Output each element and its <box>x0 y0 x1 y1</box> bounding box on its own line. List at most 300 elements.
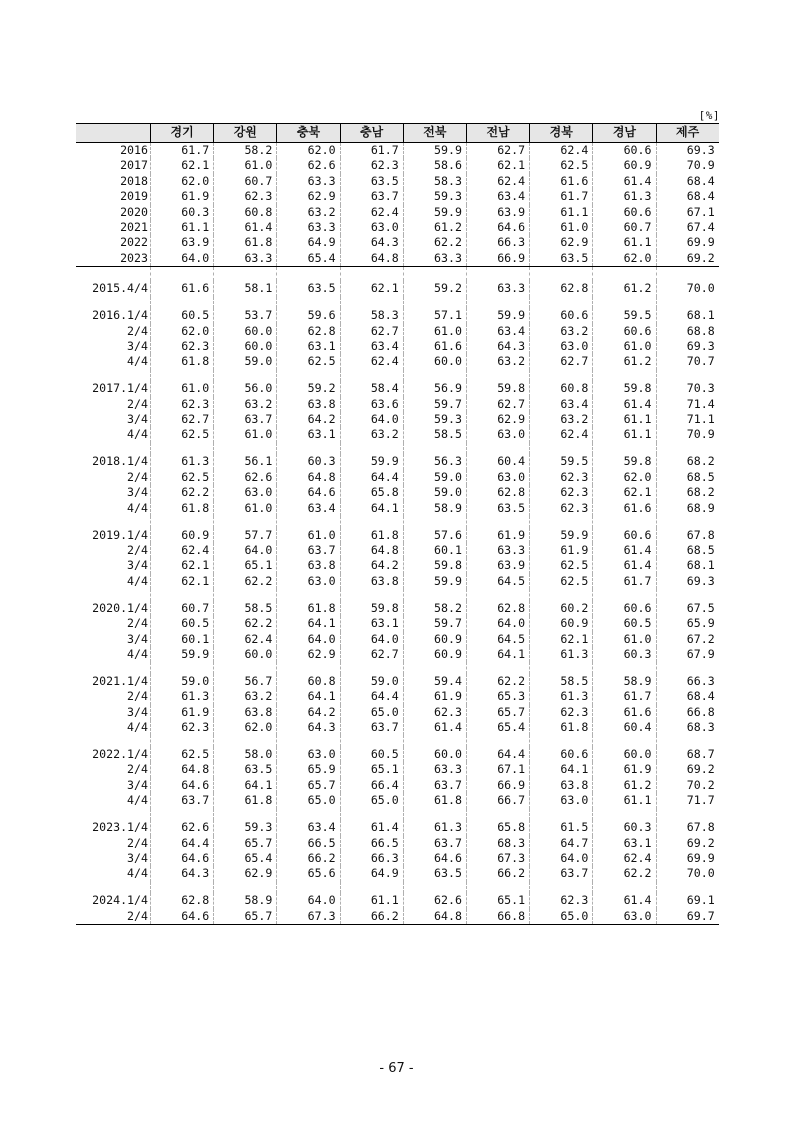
table-row <box>76 747 719 762</box>
table-cell: 64.2 <box>276 705 339 720</box>
row-label: 4/4 <box>127 354 148 369</box>
table-cell: 61.8 <box>529 720 592 735</box>
table-cell: 64.1 <box>466 647 529 662</box>
table-cell: 64.8 <box>276 470 339 485</box>
table-cell: 59.8 <box>403 558 466 573</box>
row-label: 2016 <box>120 143 148 157</box>
table-cell: 59.3 <box>213 820 276 835</box>
table-cell: 63.7 <box>529 866 592 881</box>
table-cell: 60.3 <box>276 454 339 469</box>
table-row <box>76 820 719 835</box>
table-cell: 60.9 <box>403 647 466 662</box>
table-cell: 60.8 <box>213 205 276 220</box>
table-cell: 64.6 <box>276 485 339 500</box>
table-cell: 63.1 <box>340 616 403 631</box>
table-cell: 64.4 <box>150 836 213 851</box>
table-cell: 59.3 <box>403 189 466 204</box>
table-cell: 62.9 <box>466 412 529 427</box>
table-cell: 61.7 <box>340 143 403 158</box>
table-cell: 62.7 <box>340 647 403 662</box>
column-header: 경북 <box>529 124 592 142</box>
table-row <box>76 762 719 777</box>
table-row <box>76 143 719 158</box>
table-cell: 63.7 <box>340 189 403 204</box>
table-cell: 59.4 <box>403 674 466 689</box>
table-cell: 63.2 <box>213 689 276 704</box>
table-row <box>76 574 719 589</box>
table-cell: 62.8 <box>466 485 529 500</box>
group-spacer <box>76 589 719 601</box>
table-cell: 64.0 <box>529 851 592 866</box>
table-cell: 60.7 <box>213 174 276 189</box>
table-cell: 59.2 <box>276 381 339 396</box>
row-label: 2019 <box>120 189 148 204</box>
table-cell: 60.6 <box>592 205 655 220</box>
table-cell: 67.2 <box>656 632 719 647</box>
table-cell: 62.3 <box>529 485 592 500</box>
table-cell: 65.4 <box>276 251 339 266</box>
table-cell: 61.8 <box>213 235 276 250</box>
table-cell: 61.1 <box>150 220 213 235</box>
table-cell: 61.7 <box>592 574 655 589</box>
table-cell: 60.6 <box>592 143 655 158</box>
table-cell: 58.0 <box>213 747 276 762</box>
table-cell: 61.3 <box>529 647 592 662</box>
row-label: 2020.1/4 <box>92 600 148 615</box>
table-row <box>76 558 719 573</box>
table-cell: 68.5 <box>656 543 719 558</box>
row-label: 2022.1/4 <box>92 747 148 762</box>
column-header: 강원 <box>213 124 276 142</box>
table-cell: 60.6 <box>592 601 655 616</box>
table-cell: 59.9 <box>403 205 466 220</box>
table-cell: 62.0 <box>150 174 213 189</box>
table-cell: 59.9 <box>403 143 466 158</box>
row-label: 2018.1/4 <box>92 454 148 469</box>
table-cell: 69.3 <box>656 339 719 354</box>
table-cell: 60.0 <box>403 747 466 762</box>
table-cell: 62.5 <box>529 558 592 573</box>
table-cell: 63.5 <box>466 501 529 516</box>
row-label: 2016.1/4 <box>92 308 148 323</box>
table-cell: 61.9 <box>150 705 213 720</box>
table-row <box>76 720 719 735</box>
table-cell: 61.4 <box>403 720 466 735</box>
column-header: 경기 <box>150 124 213 142</box>
table-cell: 62.9 <box>213 866 276 881</box>
table-cell: 69.9 <box>656 851 719 866</box>
table-cell: 58.1 <box>213 281 276 296</box>
table-cell: 66.3 <box>656 674 719 689</box>
table-cell: 59.2 <box>403 281 466 296</box>
row-label: 2/4 <box>127 396 148 411</box>
table-cell: 61.3 <box>592 189 655 204</box>
table-cell: 58.2 <box>403 601 466 616</box>
table-cell: 61.1 <box>592 412 655 427</box>
table-cell: 62.5 <box>150 427 213 442</box>
table-cell: 59.7 <box>403 397 466 412</box>
table-cell: 59.8 <box>466 381 529 396</box>
table-cell: 68.2 <box>656 454 719 469</box>
row-label: 4/4 <box>127 866 148 881</box>
table-cell: 62.4 <box>150 543 213 558</box>
table-cell: 68.3 <box>466 836 529 851</box>
table-cell: 67.3 <box>466 851 529 866</box>
table-cell: 63.0 <box>276 574 339 589</box>
table-cell: 61.8 <box>276 601 339 616</box>
table-cell: 63.5 <box>213 762 276 777</box>
table-cell: 63.2 <box>529 412 592 427</box>
table-row <box>76 308 719 323</box>
table-row <box>76 251 719 267</box>
table-cell: 63.0 <box>340 220 403 235</box>
table-cell: 66.2 <box>466 866 529 881</box>
row-label: 2021 <box>120 219 148 234</box>
table-cell: 59.0 <box>213 354 276 369</box>
table-cell: 68.7 <box>656 747 719 762</box>
table-cell: 64.8 <box>340 251 403 266</box>
table-cell: 60.2 <box>529 601 592 616</box>
table-cell: 60.6 <box>592 324 655 339</box>
table-cell: 64.1 <box>340 501 403 516</box>
table-cell: 62.3 <box>213 189 276 204</box>
table-cell: 62.0 <box>592 470 655 485</box>
row-label: 2020 <box>120 204 148 219</box>
table-cell: 64.8 <box>403 909 466 924</box>
table-cell: 67.8 <box>656 528 719 543</box>
table-cell: 60.9 <box>529 616 592 631</box>
row-label: 2/4 <box>127 762 148 777</box>
table-cell: 62.1 <box>150 158 213 173</box>
table-cell: 63.0 <box>529 339 592 354</box>
table-cell: 65.0 <box>529 909 592 924</box>
row-label: 2015.4/4 <box>92 281 148 296</box>
table-cell: 63.3 <box>466 281 529 296</box>
table-cell: 63.2 <box>276 205 339 220</box>
table-row <box>76 235 719 250</box>
table-cell: 58.5 <box>213 601 276 616</box>
table-cell: 61.8 <box>340 528 403 543</box>
table-cell: 61.0 <box>213 501 276 516</box>
table-row <box>76 893 719 908</box>
table-row <box>76 601 719 616</box>
table-cell: 63.4 <box>340 339 403 354</box>
table-cell: 63.1 <box>592 836 655 851</box>
table-cell: 65.1 <box>340 762 403 777</box>
table-cell: 63.6 <box>340 397 403 412</box>
table-cell: 64.0 <box>276 893 339 908</box>
row-label: 3/4 <box>127 777 148 792</box>
table-cell: 59.6 <box>276 308 339 323</box>
table-cell: 62.4 <box>466 174 529 189</box>
table-cell: 59.0 <box>403 485 466 500</box>
group-spacer <box>76 370 719 382</box>
table-cell: 62.3 <box>340 158 403 173</box>
table-cell: 65.9 <box>276 762 339 777</box>
table-cell: 61.4 <box>592 174 655 189</box>
table-cell: 67.8 <box>656 820 719 835</box>
table-cell: 71.7 <box>656 793 719 808</box>
table-cell: 62.1 <box>150 558 213 573</box>
table-cell: 62.1 <box>340 281 403 296</box>
table-cell: 65.7 <box>213 836 276 851</box>
table-cell: 64.5 <box>466 574 529 589</box>
table-cell: 60.5 <box>150 308 213 323</box>
table-cell: 62.6 <box>276 158 339 173</box>
table-row <box>76 470 719 485</box>
table-cell: 64.6 <box>403 851 466 866</box>
row-label: 4/4 <box>127 500 148 515</box>
table-cell: 62.7 <box>150 412 213 427</box>
table-cell: 65.7 <box>466 705 529 720</box>
row-label: 2019.1/4 <box>92 527 148 542</box>
table-cell: 64.4 <box>340 470 403 485</box>
row-label: 4/4 <box>127 720 148 735</box>
table-cell: 62.3 <box>529 470 592 485</box>
table-cell: 66.8 <box>656 705 719 720</box>
table-cell: 58.2 <box>213 143 276 158</box>
row-label: 3/4 <box>127 485 148 500</box>
table-cell: 60.5 <box>592 616 655 631</box>
table-cell: 62.0 <box>213 720 276 735</box>
table-cell: 61.1 <box>529 205 592 220</box>
table-cell: 63.7 <box>213 412 276 427</box>
table-cell: 59.9 <box>529 528 592 543</box>
table-cell: 61.9 <box>592 762 655 777</box>
table-cell: 63.4 <box>466 189 529 204</box>
table-cell: 65.1 <box>213 558 276 573</box>
row-label: 2024.1/4 <box>92 893 148 908</box>
table-cell: 61.0 <box>592 339 655 354</box>
table-cell: 67.1 <box>466 762 529 777</box>
table-cell: 63.1 <box>276 427 339 442</box>
table-row <box>76 454 719 469</box>
table-cell: 63.5 <box>340 174 403 189</box>
table-cell: 60.3 <box>592 647 655 662</box>
table-cell: 61.8 <box>150 354 213 369</box>
table-cell: 63.3 <box>213 251 276 266</box>
table-cell: 64.1 <box>276 616 339 631</box>
table-cell: 63.2 <box>529 324 592 339</box>
table-cell: 64.2 <box>340 558 403 573</box>
table-cell: 61.5 <box>529 820 592 835</box>
table-cell: 62.9 <box>276 189 339 204</box>
table-cell: 61.4 <box>592 558 655 573</box>
table-cell: 62.2 <box>403 235 466 250</box>
table-cell: 62.2 <box>150 485 213 500</box>
table-cell: 63.8 <box>213 705 276 720</box>
table-cell: 62.5 <box>150 747 213 762</box>
table-cell: 61.0 <box>403 324 466 339</box>
table-row <box>76 778 719 793</box>
table-cell: 68.1 <box>656 308 719 323</box>
table-cell: 61.4 <box>592 893 655 908</box>
table-cell: 63.0 <box>466 470 529 485</box>
table-cell: 61.3 <box>529 689 592 704</box>
table-cell: 53.7 <box>213 308 276 323</box>
table-cell: 62.4 <box>529 143 592 158</box>
table-cell: 64.6 <box>466 220 529 235</box>
row-label: 2018 <box>120 173 148 188</box>
row-label: 2023 <box>120 250 148 265</box>
table-cell: 60.1 <box>150 632 213 647</box>
table-cell: 61.0 <box>213 158 276 173</box>
table-cell: 60.8 <box>276 674 339 689</box>
table-cell: 63.8 <box>340 574 403 589</box>
table-cell: 61.4 <box>340 820 403 835</box>
page-number: - 67 - <box>379 1061 414 1076</box>
table-cell: 60.4 <box>592 720 655 735</box>
table-cell: 61.4 <box>592 397 655 412</box>
table-cell: 61.2 <box>592 778 655 793</box>
table-cell: 68.4 <box>656 174 719 189</box>
row-label: 3/4 <box>127 704 148 719</box>
table-cell: 68.4 <box>656 689 719 704</box>
table-cell: 63.2 <box>466 354 529 369</box>
table-cell: 62.3 <box>150 720 213 735</box>
table-cell: 62.1 <box>529 632 592 647</box>
table-row <box>76 632 719 647</box>
table-cell: 62.5 <box>150 470 213 485</box>
table-cell: 63.9 <box>150 235 213 250</box>
table-cell: 65.0 <box>276 793 339 808</box>
table-cell: 62.7 <box>466 143 529 158</box>
table-cell: 62.7 <box>529 354 592 369</box>
table-cell: 62.1 <box>592 485 655 500</box>
table-cell: 59.8 <box>592 381 655 396</box>
table-cell: 70.3 <box>656 381 719 396</box>
table-cell: 63.9 <box>466 558 529 573</box>
table-cell: 68.2 <box>656 485 719 500</box>
table-cell: 70.2 <box>656 778 719 793</box>
table-cell: 63.1 <box>276 339 339 354</box>
group-spacer <box>76 516 719 528</box>
table-row <box>76 528 719 543</box>
table-cell: 64.3 <box>150 866 213 881</box>
table-cell: 62.4 <box>213 632 276 647</box>
table-cell: 63.5 <box>403 866 466 881</box>
table-cell: 65.7 <box>213 909 276 924</box>
group-spacer <box>76 267 719 281</box>
table-cell: 66.2 <box>340 909 403 924</box>
column-header: 충남 <box>340 124 403 142</box>
table-cell: 69.3 <box>656 574 719 589</box>
table-cell: 62.0 <box>150 324 213 339</box>
table-cell: 63.3 <box>466 543 529 558</box>
table-cell: 62.4 <box>592 851 655 866</box>
table-cell: 60.0 <box>213 339 276 354</box>
table-cell: 61.4 <box>592 543 655 558</box>
table-cell: 67.5 <box>656 601 719 616</box>
table-cell: 58.6 <box>403 158 466 173</box>
group-spacer <box>76 809 719 821</box>
table-cell: 62.3 <box>150 397 213 412</box>
table-cell: 59.0 <box>403 470 466 485</box>
table-cell: 60.0 <box>592 747 655 762</box>
table-cell: 59.9 <box>403 574 466 589</box>
table-cell: 63.8 <box>276 558 339 573</box>
table-cell: 69.2 <box>656 836 719 851</box>
data-table <box>76 123 719 925</box>
table-cell: 62.2 <box>592 866 655 881</box>
table-cell: 63.7 <box>276 543 339 558</box>
row-label: 2022 <box>120 235 148 250</box>
table-cell: 62.9 <box>529 235 592 250</box>
table-cell: 63.4 <box>276 501 339 516</box>
table-row <box>76 412 719 427</box>
table-cell: 63.3 <box>403 251 466 266</box>
row-label: 2/4 <box>127 689 148 704</box>
table-cell: 60.9 <box>150 528 213 543</box>
table-cell: 56.9 <box>403 381 466 396</box>
table-row <box>76 174 719 189</box>
table-cell: 62.3 <box>529 893 592 908</box>
table-cell: 65.8 <box>466 820 529 835</box>
table-cell: 59.0 <box>340 674 403 689</box>
table-cell: 64.1 <box>276 689 339 704</box>
table-cell: 61.2 <box>592 281 655 296</box>
table-cell: 64.1 <box>529 762 592 777</box>
column-header: 경남 <box>592 124 655 142</box>
table-cell: 66.7 <box>466 793 529 808</box>
row-label: 4/4 <box>127 573 148 588</box>
table-row <box>76 909 719 925</box>
table-row <box>76 189 719 204</box>
table-cell: 64.9 <box>276 235 339 250</box>
table-cell: 58.9 <box>213 893 276 908</box>
table-cell: 61.9 <box>150 189 213 204</box>
table-cell: 60.0 <box>213 324 276 339</box>
group-spacer <box>76 662 719 674</box>
table-cell: 56.7 <box>213 674 276 689</box>
row-label: 2/4 <box>127 542 148 557</box>
table-cell: 60.4 <box>466 454 529 469</box>
table-cell: 62.0 <box>592 251 655 266</box>
table-cell: 56.0 <box>213 381 276 396</box>
table-cell: 63.0 <box>213 485 276 500</box>
table-header <box>76 123 719 143</box>
table-cell: 61.3 <box>150 689 213 704</box>
table-cell: 60.7 <box>150 601 213 616</box>
row-label: 3/4 <box>127 338 148 353</box>
row-label: 4/4 <box>127 427 148 442</box>
table-cell: 61.0 <box>213 427 276 442</box>
table-cell: 64.5 <box>466 632 529 647</box>
table-cell: 66.2 <box>276 851 339 866</box>
table-cell: 60.1 <box>403 543 466 558</box>
table-cell: 61.1 <box>592 427 655 442</box>
table-cell: 58.3 <box>340 308 403 323</box>
table-cell: 62.4 <box>529 427 592 442</box>
row-label: 2/4 <box>127 908 148 923</box>
table-cell: 66.9 <box>466 251 529 266</box>
table-cell: 66.8 <box>466 909 529 924</box>
table-cell: 62.8 <box>150 893 213 908</box>
table-cell: 62.5 <box>276 354 339 369</box>
table-cell: 68.4 <box>656 189 719 204</box>
column-header: 제주 <box>656 124 719 142</box>
table-row <box>76 689 719 704</box>
row-label: 2017.1/4 <box>92 381 148 396</box>
table-cell: 62.5 <box>529 158 592 173</box>
table-cell: 61.0 <box>592 632 655 647</box>
table-cell: 59.9 <box>466 308 529 323</box>
table-cell: 70.0 <box>656 281 719 296</box>
table-cell: 62.0 <box>276 143 339 158</box>
table-row <box>76 381 719 396</box>
table-row <box>76 616 719 631</box>
table-cell: 57.1 <box>403 308 466 323</box>
